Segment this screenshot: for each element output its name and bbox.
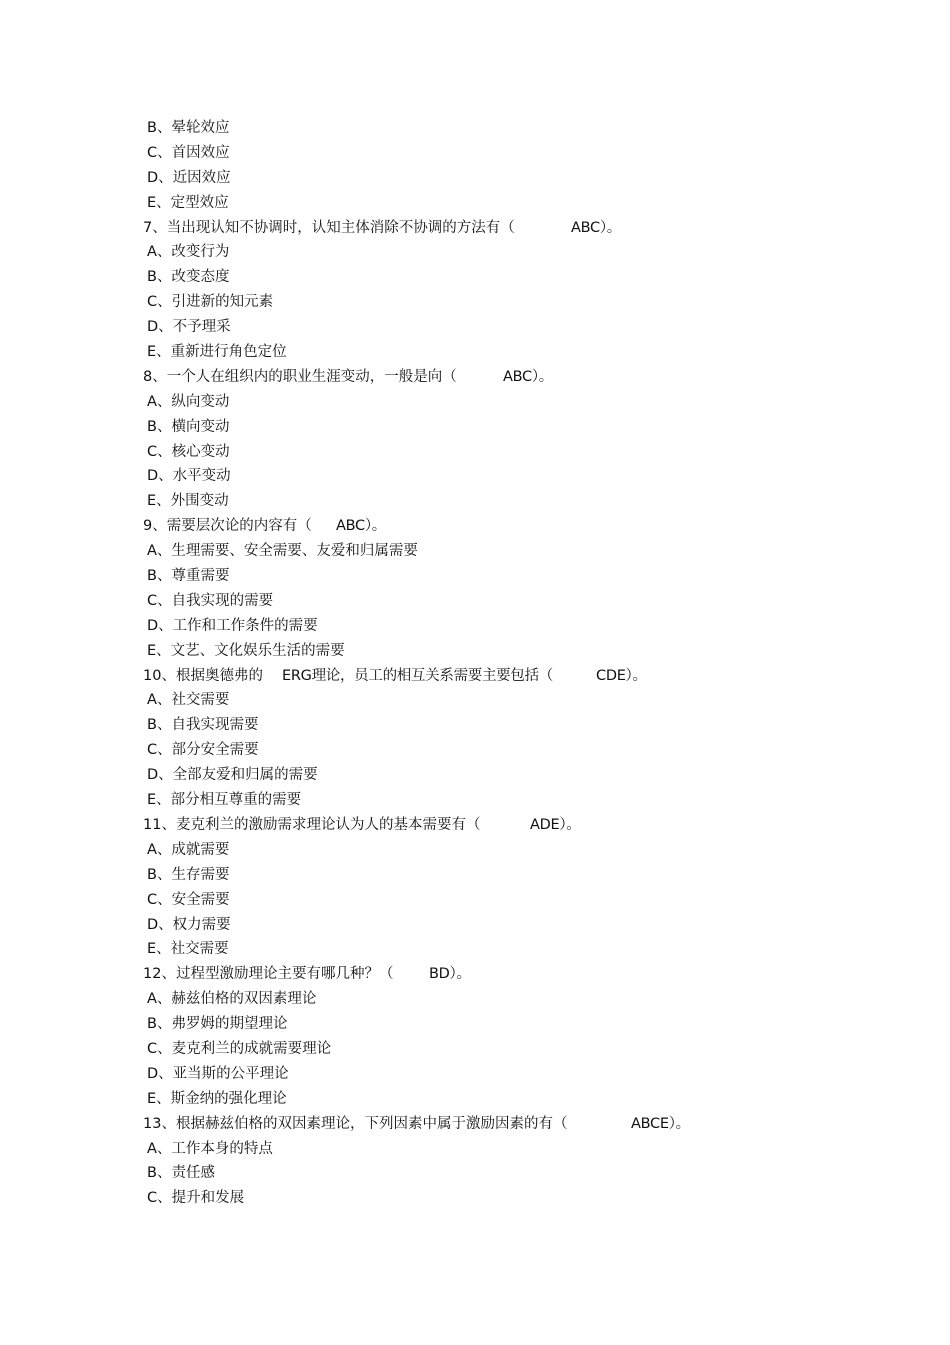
answer-key: CDE）。 [596, 667, 647, 684]
question-line: 12、过程型激励理论主要有哪几种？（ BD）。 [0, 962, 950, 987]
option-line: E、文艺、文化娱乐生活的需要 [147, 642, 345, 659]
option-line: A、工作本身的特点 [147, 1140, 273, 1157]
option-line: C、核心变动 [147, 443, 230, 460]
question-line: 10、根据奥德弗的 ERG理论，员工的相互关系需要主要包括（ CDE）。 [0, 664, 950, 689]
option-line: E、重新进行角色定位 [147, 344, 287, 361]
option-line: C、自我实现的需要 [147, 592, 274, 609]
option-line: E、定型效应 [147, 194, 229, 211]
option-line: E、斯金纳的强化理论 [147, 1090, 287, 1107]
document-body [0, 116, 950, 1211]
option-line: C、引进新的知元素 [147, 294, 274, 311]
option-line: C、安全需要 [147, 891, 230, 908]
option-line: C、首因效应 [147, 144, 230, 161]
option-line: B、横向变动 [147, 418, 230, 435]
option-line: D、水平变动 [147, 468, 231, 485]
option-line: A、生理需要、安全需要、友爱和归属需要 [147, 543, 418, 560]
option-line: B、责任感 [147, 1165, 215, 1182]
option-line: C、部分安全需要 [147, 742, 259, 759]
question-line: 11、麦克利兰的激励需求理论认为人的基本需要有（ ADE）。 [0, 813, 950, 838]
option-line: B、自我实现需要 [147, 717, 259, 734]
option-line: A、纵向变动 [147, 393, 230, 410]
option-line: E、社交需要 [147, 941, 229, 958]
question-text-continued: ERG理论，员工的相互关系需要主要包括（ [282, 667, 553, 684]
option-line: A、赫兹伯格的双因素理论 [147, 991, 317, 1008]
option-line: D、工作和工作条件的需要 [147, 617, 318, 634]
option-line: A、成就需要 [147, 841, 230, 858]
option-line: B、尊重需要 [147, 568, 230, 585]
option-line: B、晕轮效应 [147, 120, 230, 136]
answer-key: ABC）。 [571, 219, 621, 236]
option-line: C、提升和发展 [147, 1190, 245, 1207]
option-line: A、社交需要 [147, 692, 230, 709]
option-line: B、生存需要 [147, 866, 230, 883]
answer-key: ABC）。 [503, 368, 553, 385]
option-line: D、不予理采 [147, 319, 231, 336]
question-line: 9、需要层次论的内容有（ ABC）。 [0, 514, 950, 539]
option-line: D、亚当斯的公平理论 [147, 1065, 289, 1082]
answer-key: ABC）。 [336, 518, 386, 535]
question-line: 13、根据赫兹伯格的双因素理论，下列因素中属于激励因素的有（ ABCE）。 [0, 1112, 950, 1137]
option-line: A、改变行为 [147, 244, 230, 261]
option-line: D、权力需要 [147, 916, 231, 933]
option-line: C、麦克利兰的成就需要理论 [147, 1040, 332, 1057]
answer-key: ADE）。 [530, 816, 581, 833]
option-line: E、外围变动 [147, 493, 229, 510]
answer-key: ABCE）。 [631, 1115, 690, 1132]
option-line: D、近因效应 [147, 169, 231, 186]
question-line: 8、一个人在组织内的职业生涯变动，一般是向（ ABC）。 [0, 365, 950, 390]
option-line: D、全部友爱和归属的需要 [147, 767, 318, 784]
option-line: E、部分相互尊重的需要 [147, 792, 302, 809]
option-line: B、改变态度 [147, 269, 230, 286]
question-line: 7、当出现认知不协调时，认知主体消除不协调的方法有（ ABC）。 [0, 216, 950, 241]
answer-key: BD）。 [429, 966, 471, 983]
option-line: B、弗罗姆的期望理论 [147, 1016, 288, 1033]
